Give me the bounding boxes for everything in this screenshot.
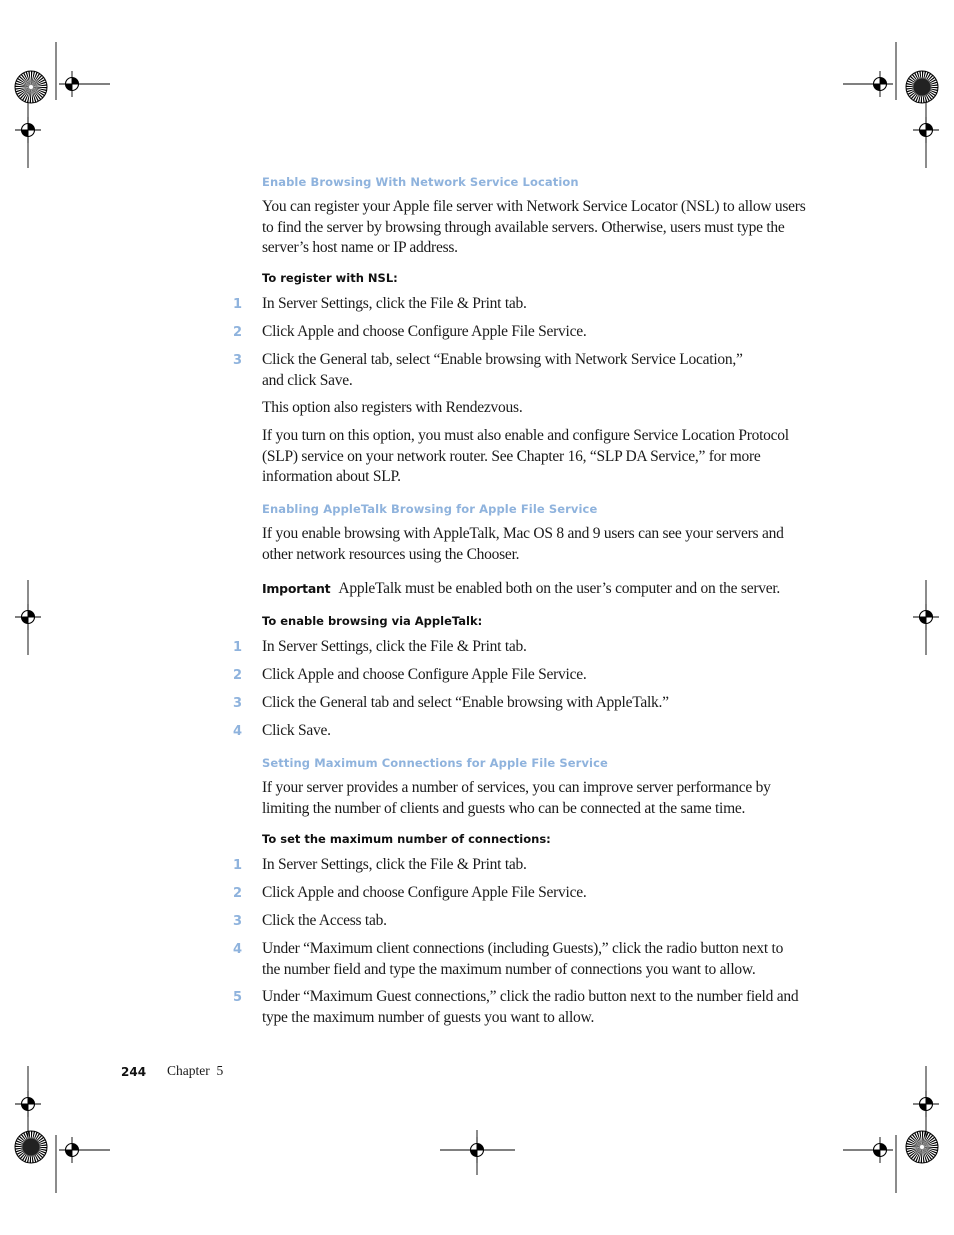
step-text: In Server Settings, click the File & Print tab. <box>262 856 527 873</box>
section-intro-nsl: You can register your Apple file server with Network Service Locator (NSL) to allow users to find the server by browsing through available servers. Otherwise, users must type the server’s host name or IP address. <box>262 198 806 256</box>
step-number: 4 <box>233 942 243 957</box>
important-label: Important <box>262 581 331 596</box>
registration-crosshair-icon <box>59 1137 85 1163</box>
important-text: AppleTalk must be enabled both on the user’s computer and on the server. <box>338 580 781 597</box>
section-heading-nsl: Enable Browsing With Network Service Location <box>262 175 579 189</box>
registration-crosshair-icon <box>867 71 893 97</box>
section-intro-max-connections: If your server provides a number of services, you can improve server performance by limiting the number of clients and guests who can be connected at the same time. <box>262 779 771 817</box>
registration-crosshair-icon <box>913 1091 939 1117</box>
chapter-label: Chapter 5 <box>167 1063 224 1078</box>
step-text: Under “Maximum client connections (including Guests),” click the radio button next to the number field and type the maximum number of connections you want to allow. <box>262 940 784 978</box>
step-number: 2 <box>233 325 243 340</box>
section-intro-appletalk: If you enable browsing with AppleTalk, Mac OS 8 and 9 users can see your servers and other network resources using the Chooser. <box>262 525 784 563</box>
step-text: Click Apple and choose Configure Apple File Service. <box>262 323 587 340</box>
registration-crosshair-icon <box>15 604 41 630</box>
procedure-label-max-connections: To set the maximum number of connections: <box>262 832 551 846</box>
step-number: 1 <box>233 297 243 312</box>
step-text: Click Apple and choose Configure Apple File Service. <box>262 666 587 683</box>
step-text: Click Save. <box>262 722 331 739</box>
starburst-target-icon <box>15 1131 47 1163</box>
registration-crosshair-icon <box>464 1137 490 1163</box>
important-note <box>262 579 822 600</box>
step-number: 2 <box>233 886 243 901</box>
step-number: 1 <box>233 858 243 873</box>
step-number: 5 <box>233 990 243 1005</box>
section-heading-appletalk: Enabling AppleTalk Browsing for Apple File Service <box>262 502 598 516</box>
step-text: In Server Settings, click the File & Print tab. <box>262 295 527 312</box>
step-number: 4 <box>233 724 243 739</box>
step-number: 3 <box>233 696 243 711</box>
starburst-target-icon <box>906 71 938 103</box>
registration-crosshair-icon <box>15 1091 41 1117</box>
step-text: Click Apple and choose Configure Apple File Service. <box>262 884 587 901</box>
procedure-label-appletalk: To enable browsing via AppleTalk: <box>262 614 483 628</box>
registration-crosshair-icon <box>913 117 939 143</box>
step-number: 3 <box>233 914 243 929</box>
note-paragraph: This option also registers with Rendezvous. <box>262 399 523 416</box>
page-number: 244 <box>121 1065 147 1079</box>
note-paragraph: If you turn on this option, you must also enable and configure Service Location Protocol (SLP) service on your network router. See Chapter 16, “SLP DA Service,” for more information about SLP. <box>262 427 789 485</box>
section-heading-max-connections: Setting Maximum Connections for Apple File Service <box>262 756 608 770</box>
procedure-label-nsl: To register with NSL: <box>262 271 398 285</box>
step-text: In Server Settings, click the File & Print tab. <box>262 638 527 655</box>
step-number: 1 <box>233 640 243 655</box>
step-text: Click the General tab and select “Enable browsing with AppleTalk.” <box>262 694 669 711</box>
starburst-target-icon <box>906 1131 938 1163</box>
step-number: 2 <box>233 668 243 683</box>
starburst-target-icon <box>15 71 47 103</box>
registration-crosshair-icon <box>913 604 939 630</box>
registration-crosshair-icon <box>867 1137 893 1163</box>
registration-crosshair-icon <box>15 117 41 143</box>
step-text: Under “Maximum Guest connections,” click the radio button next to the number field and type the maximum number of guests you want to allow. <box>262 988 799 1026</box>
registration-crosshair-icon <box>59 71 85 97</box>
step-number: 3 <box>233 353 243 368</box>
step-text: Click the Access tab. <box>262 912 387 929</box>
step-text: Click the General tab, select “Enable browsing with Network Service Location,” and click Save. <box>262 351 743 389</box>
